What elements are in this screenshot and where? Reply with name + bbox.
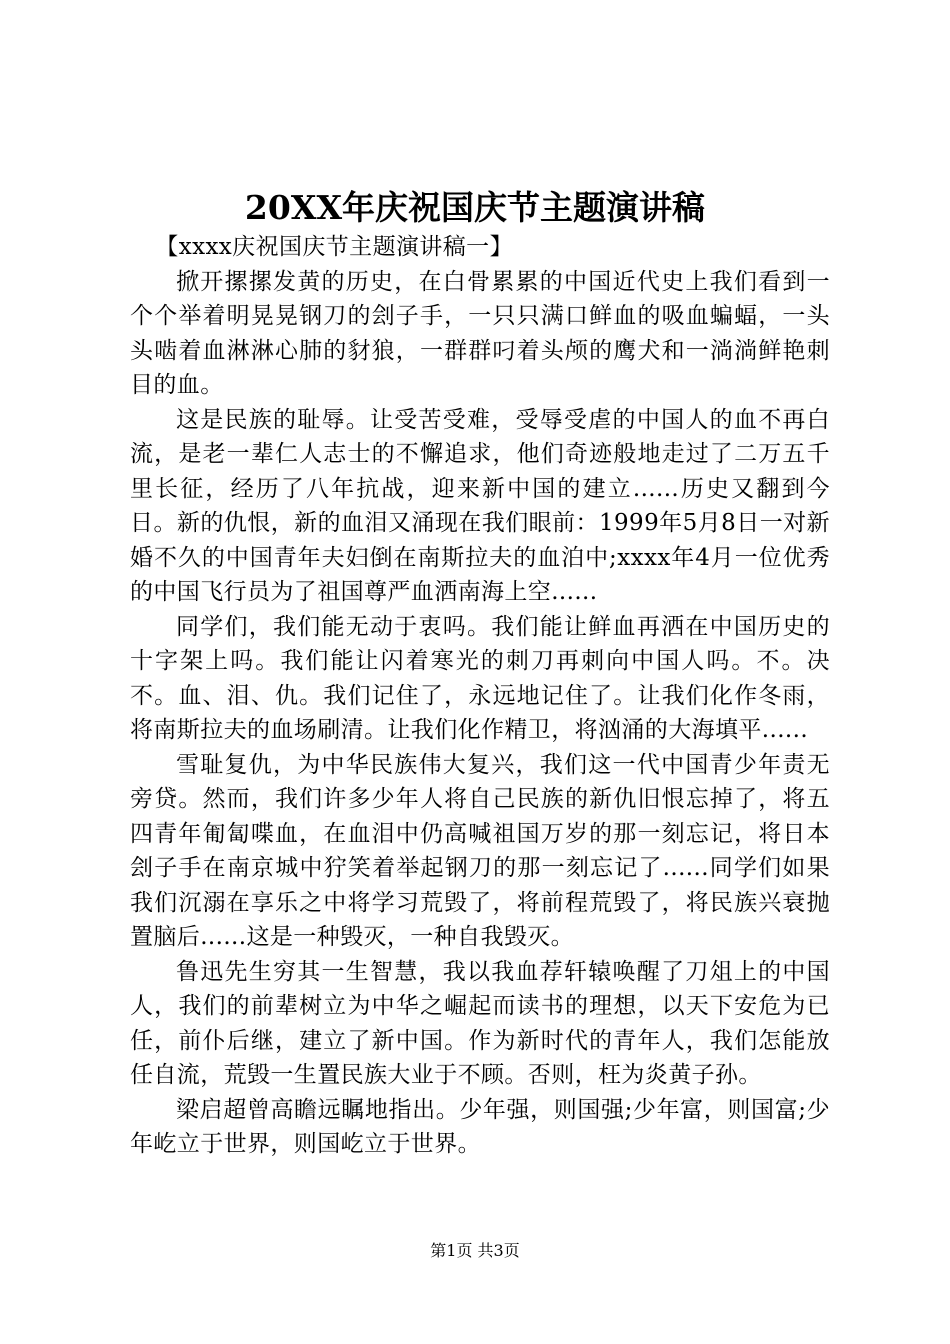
page-number-footer: 第1页 共3页 — [430, 1241, 520, 1260]
paragraph-3: 同学们，我们能无动于衷吗。我们能让鲜血再洒在中国历史的十字架上吗。我们能让闪着寒光的刺刀再刺向中国人吗。不。决不。血、泪、仇。我们记住了，永远地记住了。让我们化作冬雨，将南斯拉夫的血场刷清。让我们化作精卫，将汹涌的大海填平...... — [130, 613, 830, 743]
paragraph-6: 梁启超曾高瞻远瞩地指出。少年强，则国强;少年富，则国富;少年屹立于世界，则国屹立于世界。 — [130, 1096, 830, 1157]
paragraph-2: 这是民族的耻辱。让受苦受难，受辱受虐的中国人的血不再白流，是老一辈仁人志士的不懈追求，他们奇迹般地走过了二万五千里长征，经历了八年抗战，迎来新中国的建立......历史又翻到今日。新的仇恨，新的血泪又涌现在我们眼前：1999年5月8日一对新婚不久的中国青年夫妇倒在南斯拉夫的血泊中;xxxx年4月一位优秀的中国飞行员为了祖国尊严血洒南海上空...... — [130, 406, 830, 605]
paragraph-1: 掀开摞摞发黄的历史，在白骨累累的中国近代史上我们看到一个个举着明晃晃钢刀的刽子手，一只只满口鲜血的吸血蝙蝠，一头头啮着血淋淋心肺的豺狼，一群群叼着头颅的鹰犬和一淌淌鲜艳刺目的血。 — [130, 268, 830, 398]
document-title: 20XX年庆祝国庆节主题演讲稿 — [244, 188, 706, 227]
paragraph-4: 雪耻复仇，为中华民族伟大复兴，我们这一代中国青少年责无旁贷。然而，我们许多少年人将自己民族的新仇旧恨忘掉了，将五四青年匍匐喋血，在血泪中仍高喊祖国万岁的那一刻忘记，将日本刽子手在南京城中狞笑着举起钢刀的那一刻忘记了......同学们如果我们沉溺在享乐之中将学习荒毁了，将前程荒毁了，将民族兴衰抛置脑后......这是一种毁灭，一种自我毁灭。 — [130, 751, 830, 950]
section-subheading: 【xxxx庆祝国庆节主题演讲稿一】 — [155, 234, 513, 260]
paragraph-5: 鲁迅先生穷其一生智慧，我以我血荐轩辕唤醒了刀俎上的中国人，我们的前辈树立为中华之崛起而读书的理想，以天下安危为已任，前仆后继，建立了新中国。作为新时代的青年人，我们怎能放任自流，荒毁一生置民族大业于不顾。否则，枉为炎黄子孙。 — [130, 958, 830, 1088]
document-body — [130, 230, 830, 1162]
